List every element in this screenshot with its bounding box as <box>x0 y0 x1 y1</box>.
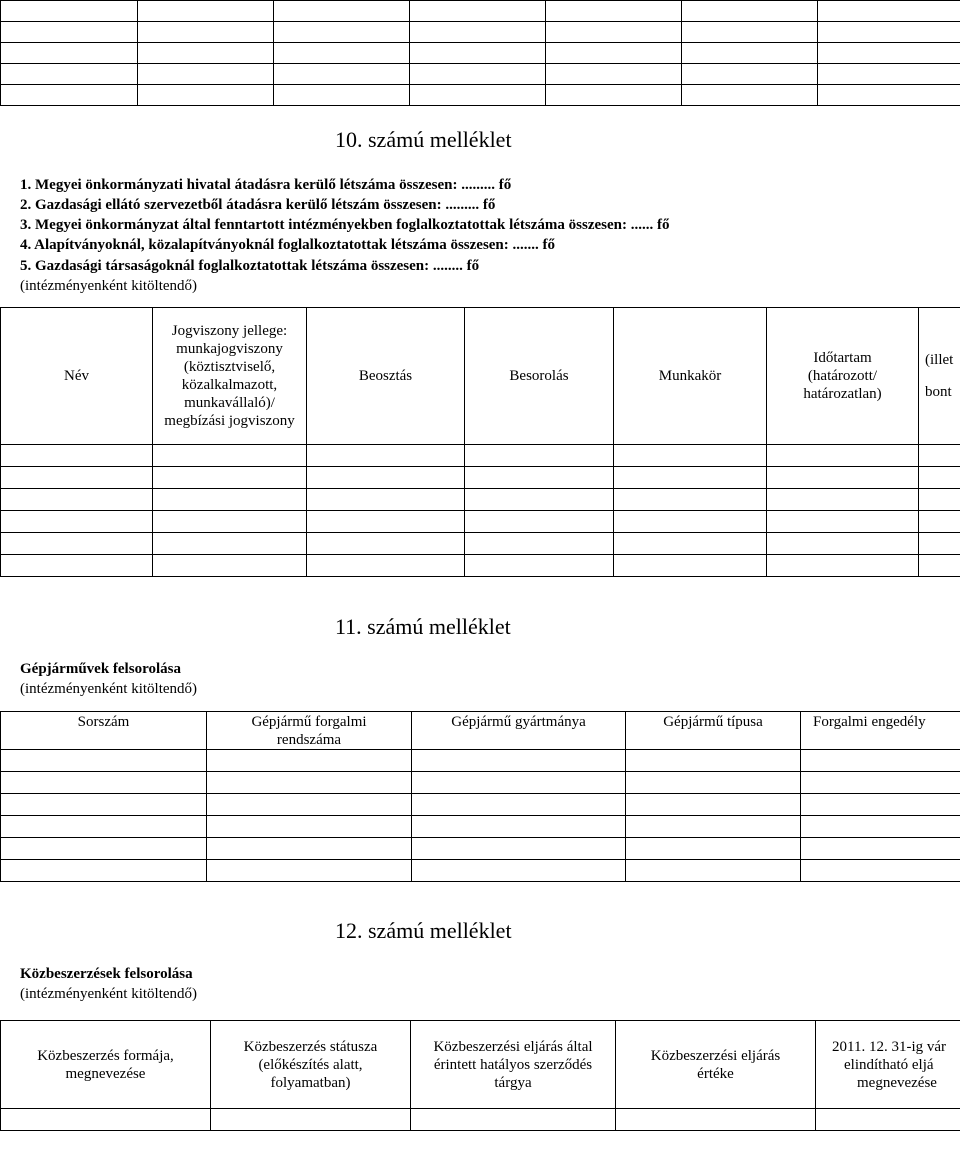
table-row <box>1 467 960 489</box>
col-2011-line3: megnevezése <box>857 1074 937 1091</box>
annex12-heading: Közbeszerzések felsorolása <box>20 966 193 982</box>
col-munkakor: Munkakör <box>614 308 767 445</box>
annex10-line-3: 3. Megyei önkormányzat által fenntartott intézményekben foglalkoztatottak létszáma összesen: ...... fő <box>20 217 670 233</box>
annex10-title: 10. számú melléklet <box>335 127 512 152</box>
col-forgalmi-engedely: Forgalmi engedély <box>801 712 960 750</box>
table-row <box>1 445 960 467</box>
procurement-table-header <box>1 1021 960 1109</box>
previous-table-fragment <box>0 0 960 106</box>
col-2011 <box>816 1021 960 1109</box>
annex12-note: (intézményenként kitöltendő) <box>20 986 198 1002</box>
col-jogviszony: Jogviszony jellege: munkajogviszony (köztisztviselő, közalkalmazott, munkavállaló)/ megbízási jogviszony <box>153 308 307 445</box>
col-rendszam: Gépjármű forgalmi rendszáma <box>207 712 412 750</box>
col-illetmeny <box>919 308 960 445</box>
col-illetmeny-line2: bont <box>925 384 952 400</box>
table-row <box>1 794 960 816</box>
vehicles-table <box>0 711 960 882</box>
staff-table <box>0 307 960 577</box>
vehicles-table-header <box>1 712 960 750</box>
table-row <box>1 772 960 794</box>
col-nev: Név <box>1 308 153 445</box>
col-beosztas: Beosztás <box>307 308 465 445</box>
table-row <box>1 750 960 772</box>
procurement-table <box>0 1020 960 1131</box>
col-ertek: Közbeszerzési eljárás értéke <box>616 1021 816 1109</box>
table-row <box>1 555 960 577</box>
col-sorszam: Sorszám <box>1 712 207 750</box>
annex11-note: (intézményenként kitöltendő) <box>20 681 198 697</box>
annex11-title: 11. számú melléklet <box>335 614 511 639</box>
table-row <box>1 489 960 511</box>
col-besorolas: Besorolás <box>465 308 614 445</box>
annex10-line-5: 5. Gazdasági társaságoknál foglalkoztatottak létszáma összesen: ........ fő <box>20 258 480 274</box>
annex12-title: 12. számú melléklet <box>335 918 512 943</box>
annex10-line-2: 2. Gazdasági ellátó szervezetből átadásra kerülő létszám összesen: ......... fő <box>20 197 496 213</box>
annex10-line-1: 1. Megyei önkormányzati hivatal átadásra kerülő létszáma összesen: ......... fő <box>20 177 512 193</box>
col-tipus: Gépjármű típusa <box>626 712 801 750</box>
table-row <box>1 1109 960 1131</box>
table-row <box>1 511 960 533</box>
col-statusz: Közbeszerzés státusza (előkészítés alatt, folyamatban) <box>211 1021 411 1109</box>
table-row <box>1 860 960 882</box>
annex10-note: (intézményenként kitöltendő) <box>20 278 198 294</box>
table-row <box>1 816 960 838</box>
col-illetmeny-line1: (illet <box>925 352 954 368</box>
col-forma: Közbeszerzés formája, megnevezése <box>1 1021 211 1109</box>
col-gyartmany: Gépjármű gyártmánya <box>412 712 626 750</box>
table-row <box>1 838 960 860</box>
col-idotartam: Időtartam (határozott/ határozatlan) <box>767 308 919 445</box>
annex11-heading: Gépjárművek felsorolása <box>20 661 181 677</box>
col-2011-line2: elindítható eljá <box>844 1056 934 1073</box>
col-2011-line1: 2011. 12. 31-ig vár <box>832 1038 947 1055</box>
table-row <box>1 533 960 555</box>
col-targy: Közbeszerzési eljárás által érintett hatályos szerződés tárgya <box>411 1021 616 1109</box>
staff-table-header <box>1 308 960 445</box>
annex10-line-4: 4. Alapítványoknál, közalapítványoknál foglalkoztatottak létszáma összesen: ....... fő <box>20 237 556 253</box>
